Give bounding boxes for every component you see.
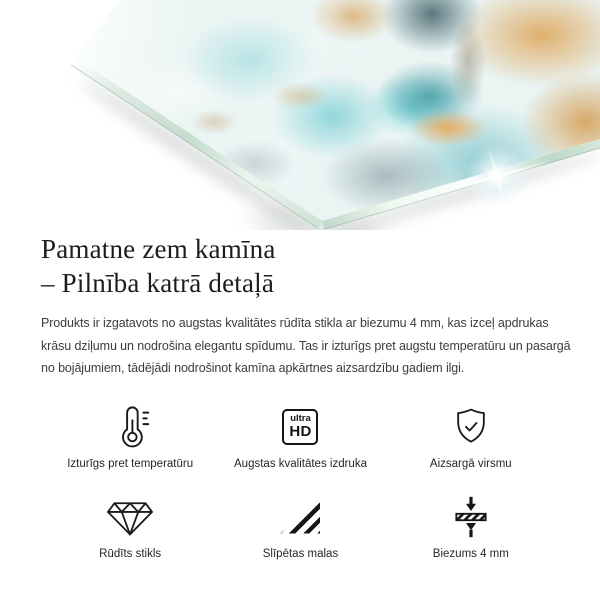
feature-label: Izturīgs pret temperatūru: [67, 457, 194, 470]
thermometer-icon: [107, 404, 153, 450]
feature-label: Augstas kvalitātes izdruka: [234, 457, 367, 470]
feature-label: Aizsargā virsmu: [429, 457, 512, 470]
shield-check-icon: [449, 404, 493, 450]
feature-thickness: [386, 494, 556, 560]
description-line: no bojājumiem, tādējādi nodrošinot kamīna apkārtnes aizsardzību gadiem ilgi.: [41, 361, 465, 375]
feature-temperature: [45, 404, 215, 470]
ultra-hd-badge-bottom: HD: [289, 423, 312, 441]
product-description: [41, 312, 571, 380]
ultra-hd-icon: [282, 404, 318, 450]
page-title-line2: – Pilnība katrā detaļā: [41, 268, 275, 298]
feature-label: Slīpētas malas: [262, 547, 339, 560]
description-line: krāsu dziļumu un nodrošina elegantu spīdumu. Tas ir izturīgs pret augstu temperatūru un pasargā: [41, 338, 571, 353]
feature-label: Biezums 4 mm: [432, 547, 509, 560]
feature-beveled-edges: [215, 494, 385, 560]
feature-surface-protection: [386, 404, 556, 470]
beveled-edges-icon: [280, 494, 320, 540]
description-line: Produkts ir izgatavots no augstas kvalitātes rūdīta stikla ar biezumu 4 mm, kas izceļ apdrukas: [41, 316, 549, 330]
diamond-icon: [104, 494, 156, 540]
feature-label: Rūdīts stikls: [99, 547, 162, 560]
feature-tempered-glass: [45, 494, 215, 560]
feature-grid: [41, 404, 560, 560]
ultra-hd-badge-top: ultra: [290, 412, 311, 424]
product-hero-image: [0, 0, 600, 230]
feature-print-quality: [215, 404, 385, 470]
page-title: [41, 232, 560, 300]
page-title-line1: Pamatne zem kamīna: [41, 234, 276, 264]
thickness-icon: [449, 494, 493, 540]
content-section: [0, 230, 600, 560]
